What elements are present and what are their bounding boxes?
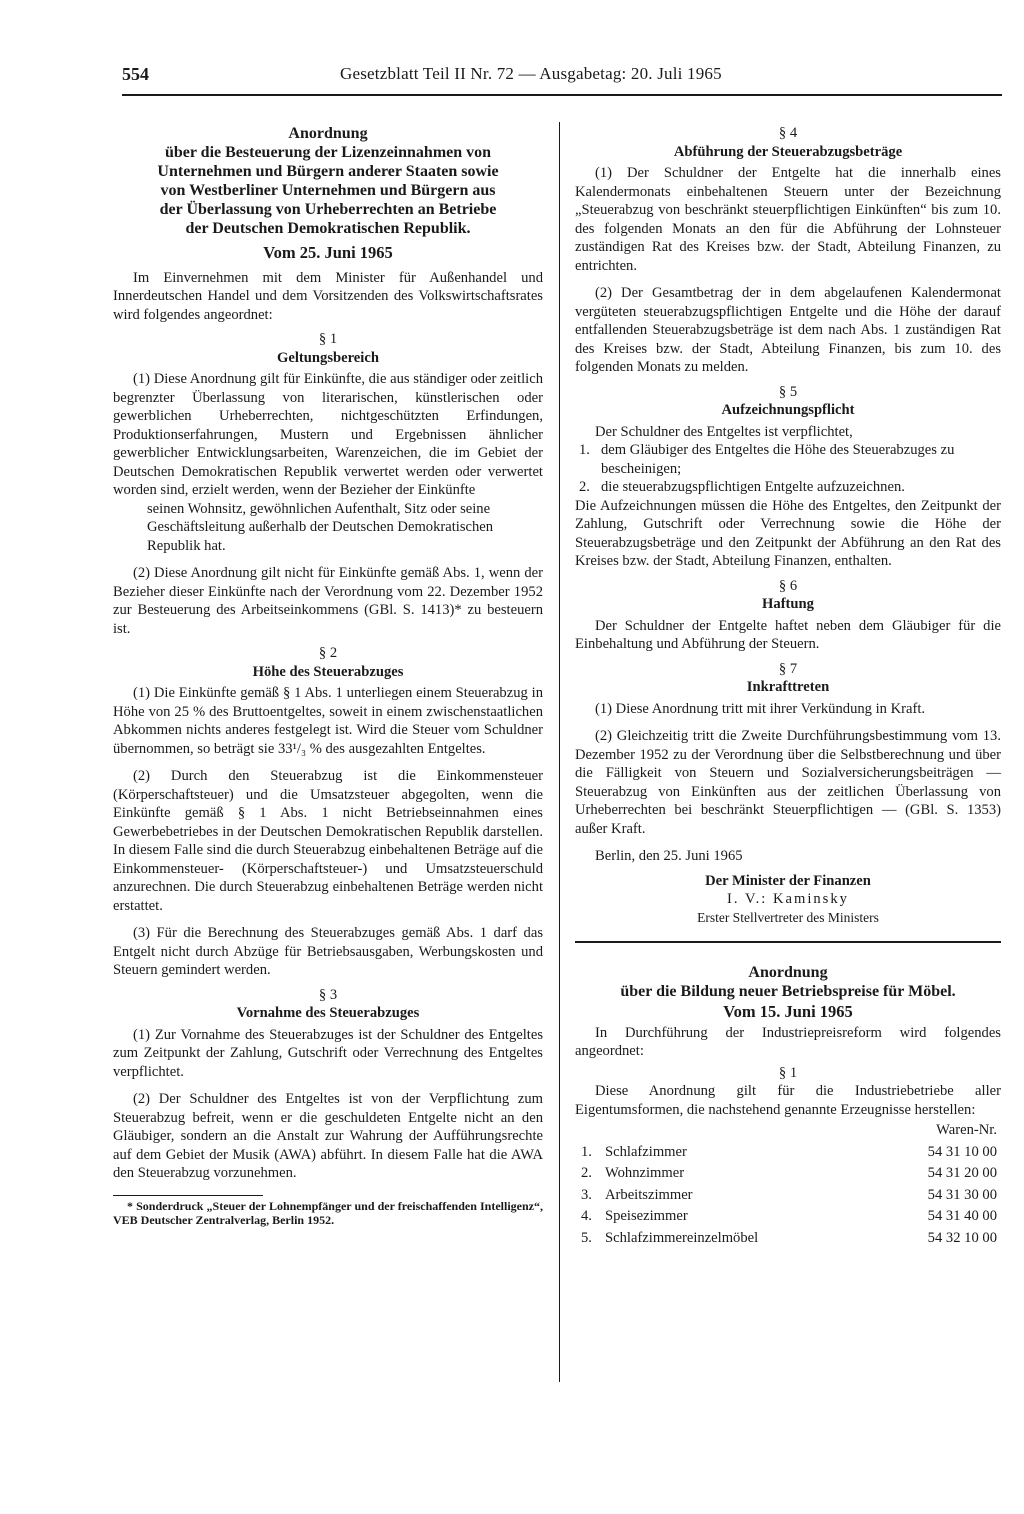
right-column <box>575 124 1001 1247</box>
decree2-title-line: Anordnung <box>748 964 828 981</box>
list-item-text: dem Gläubiger des Entgeltes die Höhe des Steuerabzuges zu bescheinigen; <box>601 442 955 477</box>
section-heading: Vornahme des Steuerabzuges <box>236 1005 420 1021</box>
decree1-title-line: der Überlassung von Urheberrechten an Betriebe <box>159 201 497 218</box>
goods-code: 54 31 40 00 <box>927 1208 997 1224</box>
table-row <box>575 1186 1001 1205</box>
section-heading: Aufzeichnungspflicht <box>721 402 855 418</box>
signatory-name: I. V.: Kaminsky <box>727 891 849 907</box>
list-item <box>575 478 1001 497</box>
decree2-title-line: über die Bildung neuer Betriebspreise für Möbel. <box>620 983 956 1000</box>
decree1-title-line: über die Besteuerung der Lizenzeinnahmen von <box>164 144 492 161</box>
paragraph: (1) Zur Vornahme des Steuerabzuges ist der Schuldner des Entgeltes zum Zeitpunkt der Zahlung, Gutschrift oder Verrechnung des Entgeltes verpflichtet. <box>113 1026 543 1080</box>
list-item-text: die steuerabzugspflichtigen Entgelte aufzuzeichnen. <box>601 479 905 495</box>
paragraph: (1) Diese Anordnung tritt mit ihrer Verkündung in Kraft. <box>595 700 926 717</box>
paragraph: (2) Der Schuldner des Entgeltes ist von der Verpflichtung zum Steuerabzug befreit, wenn er die geschuldeten Entgelte nicht an den Gläubiger, sondern an die Anstalt zur Wahrung der Aufführungsrechte auf dem Gebiet der Musik (AWA) abführt. In diesem Falle hat die AWA den Steuerabzug vorzunehmen. <box>113 1091 543 1181</box>
list-item <box>575 441 1001 478</box>
goods-code: 54 31 20 00 <box>927 1165 997 1181</box>
goods-number: 3. <box>581 1186 592 1203</box>
goods-code: 54 32 10 00 <box>927 1229 997 1246</box>
paragraph: Die Aufzeichnungen müssen die Höhe des Entgeltes, den Zeitpunkt der Zahlung, Gutschrift oder Verrechnung sowie die Höhe der Steuerabzugsbeträge und den Zeitpunkt der Abführung an den Rat des Kreises bzw. der Stadt, Abteilung Finanzen, enthalten. <box>575 497 1001 569</box>
section-number: § 1 <box>318 331 338 347</box>
goods-number: 5. <box>581 1229 592 1246</box>
section-number: § 7 <box>778 660 798 677</box>
paragraph: (1) Die Einkünfte gemäß § 1 Abs. 1 unterliegen einem Steuerabzug in Höhe von 25 % des Bruttoentgeltes, soweit in einem zwischenstaatlichen Abkommen nichts anderes festgelegt ist. Wird die Steuer vom Schuldner übernommen, so beträgt sie 33¹/₃ % des ausgezahlten Entgeltes. <box>113 685 543 757</box>
paragraph: (2) Diese Anordnung gilt nicht für Einkünfte gemäß Abs. 1, wenn der Bezieher dieser Einkünfte nach der Verordnung vom 22. Dezember 1952 zur Besteuerung des Arbeitseinkommens (GBl. S. 1413)* zu besteuern ist. <box>113 565 543 637</box>
list-item-number: 2. <box>579 479 590 495</box>
goods-number: 4. <box>581 1208 592 1224</box>
section-heading: Höhe des Steuerabzuges <box>252 663 404 680</box>
section-number: § 5 <box>778 383 798 400</box>
goods-label: Wohnzimmer <box>605 1165 685 1181</box>
paragraph: Der Schuldner der Entgelte haftet neben dem Gläubiger für die Einbehaltung und Abführung der Steuern. <box>575 617 1001 652</box>
list-item-number: 1. <box>579 442 590 458</box>
page-number: 554 <box>122 64 149 84</box>
paragraph: (2) Gleichzeitig tritt die Zweite Durchführungsbestimmung vom 13. Dezember 1952 zu der Verordnung über die Selbstberechnung und über die Fälligkeit von Steuern und Sozialversicherungsbeiträgen — Steuerabzug von Einkünften aus der zeitlichen Überlassung von Urheberrechten bei beschränkt Steuerpflichtigen — (GBl. S. 1353) außer Kraft. <box>575 728 1001 837</box>
goods-table <box>575 1143 1001 1248</box>
footnote: * Sonderdruck „Steuer der Lohnempfänger und der freischaffenden Intelligenz“, VEB Deutscher Zentralverlag, Berlin 1952. <box>113 1198 543 1227</box>
section-number: § 6 <box>778 577 798 594</box>
decree1-date: Vom 25. Juni 1965 <box>263 243 393 262</box>
goods-label: Schlafzimmereinzelmöbel <box>605 1229 759 1246</box>
goods-label: Arbeitszimmer <box>605 1186 693 1203</box>
decree1-title-line: der Deutschen Demokratischen Republik. <box>185 220 471 237</box>
section-number: § 2 <box>318 645 338 661</box>
section-heading: Geltungsbereich <box>277 349 379 366</box>
table-row <box>575 1229 1001 1248</box>
left-column <box>113 124 543 1227</box>
decree2-date: Vom 15. Juni 1965 <box>723 1002 853 1021</box>
decree2-title <box>575 963 1001 1001</box>
page-header <box>122 62 1002 96</box>
column-divider <box>559 122 560 1382</box>
goods-number: 1. <box>581 1143 592 1160</box>
section-heading: Haftung <box>762 596 814 612</box>
goods-table-header: Waren-Nr. <box>936 1122 997 1138</box>
paragraph: (1) Diese Anordnung gilt für Einkünfte, die aus ständiger oder zeitlich begrenzter Überlassung von literarischen, künstlerischen oder gewerblichen Urheberrechten, nichtgeschützten Erfindungen, Produktionserfahrungen, Mustern und Ergebnissen ähnlicher gewerblicher Entwicklungsarbeiten, Warenzeichen, die im Gebiet der Deutschen Demokratischen Republik verwertet werden oder verwertet worden sind, erzielt werden, wenn der Bezieher der Einkünfte <box>113 371 543 498</box>
signatory-role: Erster Stellvertreter des Ministers <box>697 909 879 925</box>
goods-label: Schlafzimmer <box>605 1143 687 1160</box>
table-row <box>575 1207 1001 1226</box>
table-row <box>575 1164 1001 1183</box>
section-separator <box>575 941 1001 943</box>
section-heading: Abführung der Steuerabzugsbeträge <box>673 143 903 160</box>
running-head: Gesetzblatt Teil II Nr. 72 — Ausgabetag: 20. Juli 1965 <box>340 64 722 83</box>
section-number: § 3 <box>318 986 338 1003</box>
goods-label: Speisezimmer <box>605 1208 688 1224</box>
section-heading: Inkrafttreten <box>746 679 830 695</box>
place-date: Berlin, den 25. Juni 1965 <box>595 848 743 864</box>
paragraph: Der Schuldner des Entgeltes ist verpflichtet, <box>595 423 853 440</box>
table-row <box>575 1143 1001 1162</box>
indented-paragraph: seinen Wohnsitz, gewöhnlichen Aufenthalt, Sitz oder seine Geschäftsleitung außerhalb der Deutschen Demokratischen Republik hat. <box>147 500 494 554</box>
decree1-preamble: Im Einvernehmen mit dem Minister für Außenhandel und Innerdeutschen Handel und dem Vorsitzenden des Volkswirtschaftsrates wird folgendes angeordnet: <box>113 269 543 323</box>
paragraph: (3) Für die Berechnung des Steuerabzuges gemäß Abs. 1 darf das Entgelt nicht durch Abzüge für Betriebsausgaben, Werbungskosten und Steuern gemindert werden. <box>113 925 543 978</box>
paragraph: (2) Durch den Steuerabzug ist die Einkommensteuer (Körperschaftsteuer) und die Umsatzsteuer abgegolten, wenn die Einkünfte gemäß § 1 Abs. 1 nicht Betriebseinnahmen eines Gewerbebetriebes in der Deutschen Demokratischen Republik darstellen. In diesem Falle sind die durch Steuerabzug einbehaltenen Beträge auf die Einkommensteuer- (Körperschaftsteuer-) und Umsatzsteuerschuld anzurechnen. Die durch Steuerabzug einbehaltenen Beträge werden nicht erstattet. <box>113 768 543 914</box>
section-number: § 1 <box>778 1064 798 1081</box>
goods-number: 2. <box>581 1165 592 1181</box>
goods-code: 54 31 10 00 <box>927 1143 997 1160</box>
paragraph: (1) Der Schuldner der Entgelte hat die innerhalb eines Kalendermonats einbehaltenen Steuern unter der Bezeichnung „Steuerabzug von beschränkt steuerpflichtigen Einkünften“ bis zum 10. des folgenden Monats an den für die Abführung der Lohnsteuer zuständigen Rat des Kreises bzw. der Stadt, Abteilung Finanzen, zu entrichten. <box>575 165 1001 274</box>
decree1-title <box>113 124 543 238</box>
section-number: § 4 <box>778 125 798 141</box>
decree1-title-line: Unternehmen und Bürgern anderer Staaten sowie <box>157 163 499 180</box>
footnote-rule <box>113 1195 263 1196</box>
paragraph: (2) Der Gesamtbetrag der in dem abgelaufenen Kalendermonat vergüteten steuerabzugspflichtigen Entgelte und die Höhe der darauf entfallenden Steuerabzugsbeträge ist dem nach Abs. 1 zuständigen Rat des Kreises bzw. der Stadt, Abteilung Finanzen, bis zum 10. des folgenden Monats zu melden. <box>575 285 1001 375</box>
decree1-title-line: von Westberliner Unternehmen und Bürgern aus <box>160 182 496 199</box>
paragraph: Diese Anordnung gilt für die Industriebetriebe aller Eigentumsformen, die nachstehend genannte Erzeugnisse herstellen: <box>575 1083 1001 1118</box>
decree1-title-line: Anordnung <box>288 125 368 142</box>
goods-code: 54 31 30 00 <box>927 1186 997 1203</box>
decree2-preamble: In Durchführung der Industriepreisreform wird folgendes angeordnet: <box>575 1024 1001 1059</box>
minister-title: Der Minister der Finanzen <box>705 872 871 889</box>
